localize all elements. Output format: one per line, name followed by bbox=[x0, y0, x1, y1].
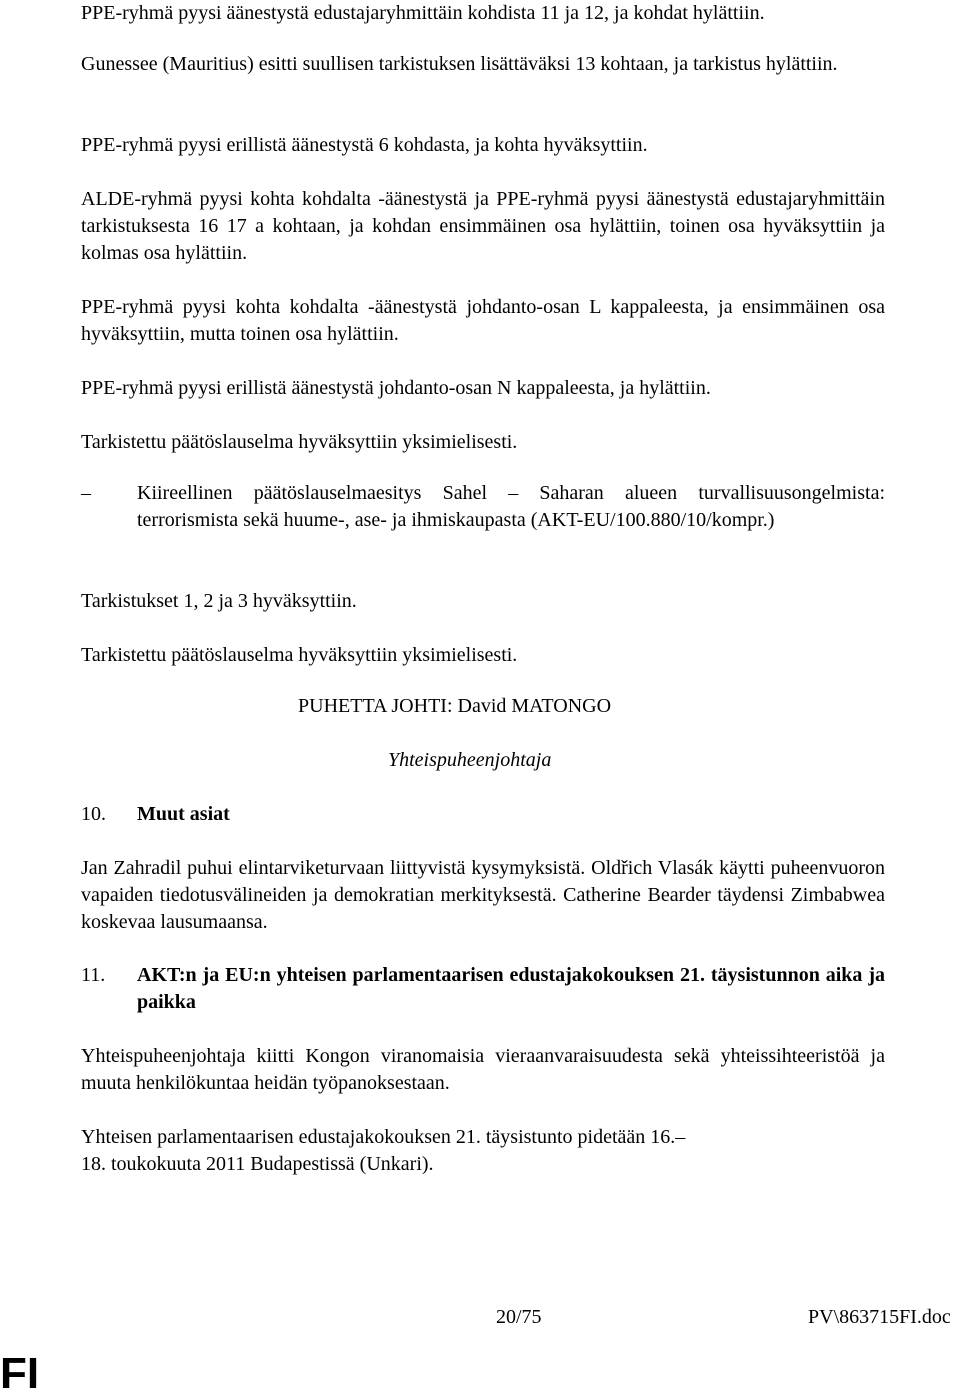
paragraph-amendments-adopted: Tarkistukset 1, 2 ja 3 hyväksyttiin. bbox=[81, 590, 357, 612]
footer-document-id: PV\863715FI.doc bbox=[808, 1306, 951, 1328]
section-10-heading bbox=[81, 801, 885, 828]
section-10-title: Muut asiat bbox=[137, 803, 230, 825]
paragraph-votes-11-12: PPE-ryhmä pyysi äänestystä edustajaryhmittäin kohdista 11 ja 12, ja kohdat hylättiin. bbox=[81, 2, 765, 24]
paragraph-recital-n: PPE-ryhmä pyysi erillistä äänestystä johdanto-osan N kappaleesta, ja hylättiin. bbox=[81, 377, 711, 399]
paragraph-resolution-adopted: Tarkistettu päätöslauselma hyväksyttiin yksimielisesti. bbox=[81, 431, 518, 453]
paragraph-recital-l: PPE-ryhmä pyysi kohta kohdalta -äänestystä johdanto-osan L kappaleesta, ja ensimmäinen osa hyväksyttiin, mutta toinen osa hylättiin. bbox=[81, 296, 885, 345]
section-10-body: Jan Zahradil puhui elintarviketurvaan liittyvistä kysymyksistä. Oldřich Vlasák käytti puheenvuoron vapaiden tiedotusvälineiden ja demokratian merkityksestä. Catherine Bearder täydensi Zimbabwea koskevaa lausumaansa. bbox=[81, 857, 885, 933]
paragraph-alde-split-vote: ALDE-ryhmä pyysi kohta kohdalta -äänestystä ja PPE-ryhmä pyysi äänestystä edustajaryhmittäin tarkistuksesta 16 17 a kohtaan, ja kohdan ensimmäinen osa hylättiin, toinen osa hyväksyttiin ja kolmas osa hylättiin. bbox=[81, 188, 885, 264]
section-11-number: 11. bbox=[81, 964, 106, 986]
paragraph-oral-amendment: Gunessee (Mauritius) esitti suullisen tarkistuksen lisättäväksi 13 kohtaan, ja tarkistus hylättiin. bbox=[81, 53, 838, 75]
bullet-dash: – bbox=[81, 482, 91, 504]
language-code: FI bbox=[0, 1349, 40, 1398]
section-11-heading bbox=[81, 962, 885, 1016]
section-11-title: AKT:n ja EU:n yhteisen parlamentaarisen edustajakokouksen 21. täysistunnon aika ja paikka bbox=[137, 964, 885, 1013]
bullet-text: Kiireellinen päätöslauselmaesitys Sahel – Saharan alueen turvallisuusongelmista: terrorismista sekä huume-, ase- ja ihmiskaupasta (AKT-EU/100.880/10/kompr.) bbox=[137, 482, 885, 531]
section-11-body-thanks: Yhteispuheenjohtaja kiitti Kongon viranomaisia vieraanvaraisuudesta sekä yhteissihteeristöä ja muuta henkilökuntaa heidän työpanoksestaan. bbox=[81, 1045, 885, 1094]
bullet-item-sahel bbox=[81, 480, 885, 561]
signature-name: PUHETTA JOHTI: David MATONGO bbox=[298, 695, 612, 717]
section-11-body-next-session-line1: Yhteisen parlamentaarisen edustajakokouksen 21. täysistunto pidetään 16.– bbox=[81, 1126, 686, 1148]
paragraph-resolution-adopted-2: Tarkistettu päätöslauselma hyväksyttiin yksimielisesti. bbox=[81, 644, 518, 666]
footer-page-number: 20/75 bbox=[496, 1306, 542, 1328]
paragraph-separate-vote-6: PPE-ryhmä pyysi erillistä äänestystä 6 kohdasta, ja kohta hyväksyttiin. bbox=[81, 134, 648, 156]
section-10-number: 10. bbox=[81, 803, 106, 825]
signature-role: Yhteispuheenjohtaja bbox=[388, 749, 552, 771]
section-11-body-next-session-line2: 18. toukokuuta 2011 Budapestissä (Unkari). bbox=[81, 1153, 434, 1175]
